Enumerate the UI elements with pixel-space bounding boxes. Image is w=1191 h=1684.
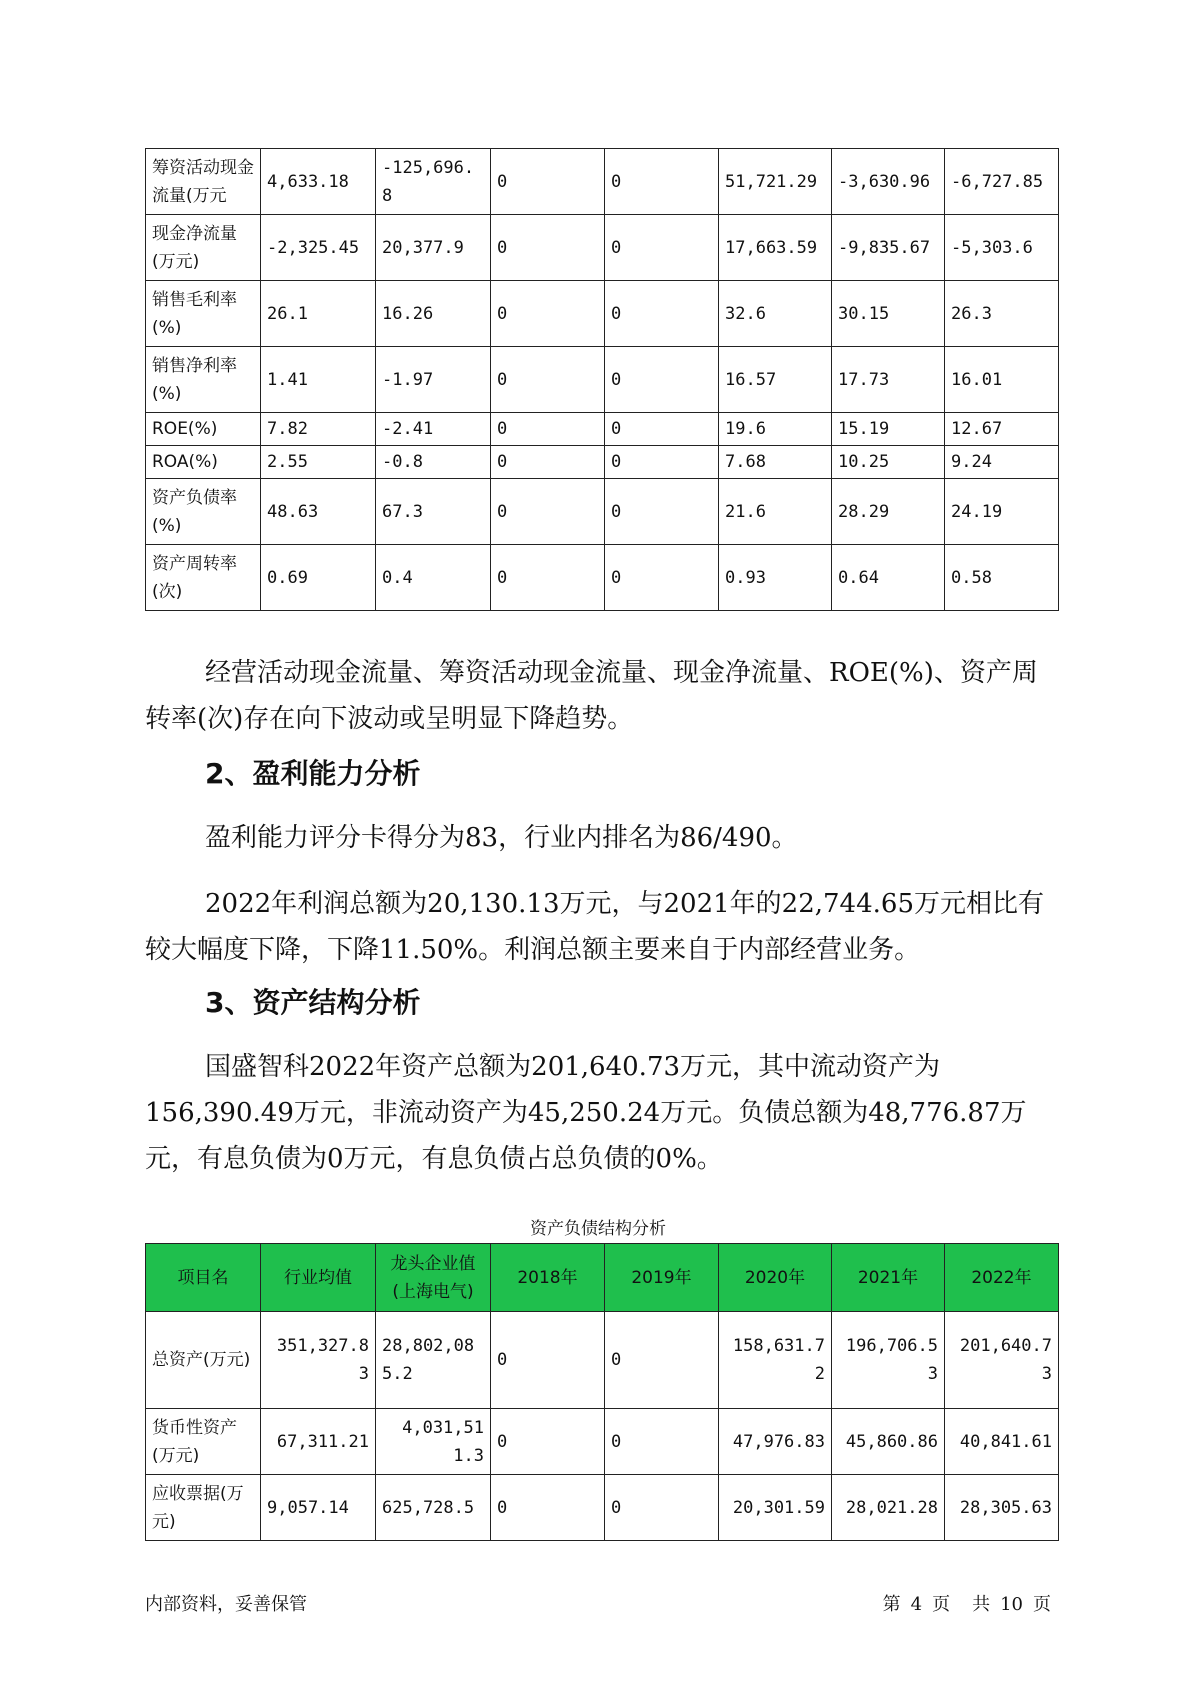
table-cell: 9,057.14: [261, 1475, 376, 1541]
table-cell: -2.41: [376, 413, 491, 446]
table-cell: 0: [605, 545, 719, 611]
table-cell: 47,976.83: [719, 1409, 832, 1475]
table-cell: 16.26: [376, 281, 491, 347]
column-header: 2020年: [719, 1244, 832, 1312]
page-unit: 页: [932, 1594, 951, 1615]
table-cell: 0: [491, 149, 605, 215]
table-cell: 67,311.21: [261, 1409, 376, 1475]
table-cell: 28,305.63: [945, 1475, 1059, 1541]
table-cell: 51,721.29: [719, 149, 832, 215]
trend-paragraph: 经营活动现金流量、筹资活动现金流量、现金净流量、ROE(%)、资产周转率(次)存在向下波动或呈明显下降趋势。: [145, 658, 1038, 734]
table-cell: 0: [491, 1475, 605, 1541]
table-row: [146, 479, 1059, 545]
table-cell: 0: [605, 347, 719, 413]
profit-score-paragraph: 盈利能力评分卡得分为83，行业内排名为86/490。: [205, 823, 798, 853]
table-row: [146, 1475, 1059, 1541]
table-cell: 0.4: [376, 545, 491, 611]
table-cell: 0: [491, 479, 605, 545]
table-row: [146, 413, 1059, 446]
column-header: 2018年: [491, 1244, 605, 1312]
table-caption: 资产负债结构分析: [530, 1219, 666, 1239]
row-label: 销售净利率(%): [146, 347, 261, 413]
column-header: 龙头企业值(上海电气): [376, 1244, 491, 1312]
table-cell: 7.68: [719, 446, 832, 479]
table-cell: 28,021.28: [832, 1475, 945, 1541]
table-row: [146, 1312, 1059, 1409]
balance-structure-table: [145, 1243, 1059, 1541]
table-cell: 7.82: [261, 413, 376, 446]
section-heading-asset: 3、资产结构分析: [205, 986, 421, 1019]
column-header: 行业均值: [261, 1244, 376, 1312]
table-row: [146, 347, 1059, 413]
row-label: 销售毛利率(%): [146, 281, 261, 347]
table-cell: 0: [605, 479, 719, 545]
table-cell: 0: [605, 413, 719, 446]
table-cell: 26.3: [945, 281, 1059, 347]
financial-ratio-table: [145, 148, 1059, 611]
table-cell: 0: [491, 545, 605, 611]
asset-detail-paragraph: 国盛智科2022年资产总额为201,640.73万元，其中流动资产为156,390.49万元，非流动资产为45,250.24万元。负债总额为48,776.87万元，有息负债为0万元，有息负债占总负债的0%。: [145, 1052, 1027, 1174]
total-unit: 页: [1033, 1594, 1051, 1615]
page-number: [873, 1590, 1051, 1616]
table-cell: 17,663.59: [719, 215, 832, 281]
row-label: ROE(%): [146, 413, 261, 446]
row-label: 资产负债率(%): [146, 479, 261, 545]
table-cell: 21.6: [719, 479, 832, 545]
table-cell: 17.73: [832, 347, 945, 413]
page-total: 10: [1000, 1594, 1023, 1615]
column-header: 2022年: [945, 1244, 1059, 1312]
table-cell: 0: [605, 1312, 719, 1409]
table-cell: 4,633.18: [261, 149, 376, 215]
table-cell: 16.01: [945, 347, 1059, 413]
table-cell: 0: [491, 413, 605, 446]
table-cell: 351,327.83: [261, 1312, 376, 1409]
table-row: [146, 281, 1059, 347]
table-cell: 0: [605, 215, 719, 281]
table-cell: 45,860.86: [832, 1409, 945, 1475]
table-cell: 196,706.53: [832, 1312, 945, 1409]
table-cell: -3,630.96: [832, 149, 945, 215]
footer-confidential-note: 内部资料，妥善保管: [145, 1594, 307, 1615]
table-cell: -5,303.6: [945, 215, 1059, 281]
column-header: 2021年: [832, 1244, 945, 1312]
table-cell: 0: [491, 281, 605, 347]
table-cell: 26.1: [261, 281, 376, 347]
table-cell: 0: [605, 1475, 719, 1541]
column-header: 项目名: [146, 1244, 261, 1312]
row-label: 货币性资产(万元): [146, 1409, 261, 1475]
page-current: 4: [910, 1594, 923, 1615]
table-cell: 0: [491, 215, 605, 281]
table-cell: 0: [491, 1312, 605, 1409]
row-label: 现金净流量(万元): [146, 215, 261, 281]
table-cell: -0.8: [376, 446, 491, 479]
row-label: 筹资活动现金流量(万元: [146, 149, 261, 215]
total-prefix: 共: [972, 1594, 991, 1615]
table-cell: 0.64: [832, 545, 945, 611]
table-cell: 1.41: [261, 347, 376, 413]
table-cell: 24.19: [945, 479, 1059, 545]
table-cell: 67.3: [376, 479, 491, 545]
table-row: [146, 446, 1059, 479]
table-row: [146, 545, 1059, 611]
table-cell: 30.15: [832, 281, 945, 347]
table-header-row: [146, 1244, 1059, 1312]
table-cell: -1.97: [376, 347, 491, 413]
table-cell: 20,377.9: [376, 215, 491, 281]
table-cell: 0: [491, 347, 605, 413]
table-cell: 40,841.61: [945, 1409, 1059, 1475]
table-cell: 201,640.73: [945, 1312, 1059, 1409]
table-cell: 20,301.59: [719, 1475, 832, 1541]
table-cell: -9,835.67: [832, 215, 945, 281]
table-cell: 625,728.5: [376, 1475, 491, 1541]
profit-detail-paragraph: 2022年利润总额为20,130.13万元，与2021年的22,744.65万元相比有较大幅度下降，下降11.50%。利润总额主要来自于内部经营业务。: [145, 889, 1044, 965]
row-label: 总资产(万元): [146, 1312, 261, 1409]
table-cell: 4,031,511.3: [376, 1409, 491, 1475]
table-cell: 9.24: [945, 446, 1059, 479]
table-cell: -125,696.8: [376, 149, 491, 215]
row-label: 资产周转率(次): [146, 545, 261, 611]
page-prefix: 第: [882, 1594, 901, 1615]
table-cell: 2.55: [261, 446, 376, 479]
table-cell: 0: [605, 1409, 719, 1475]
table-cell: 0.93: [719, 545, 832, 611]
table-cell: 158,631.72: [719, 1312, 832, 1409]
table-cell: 32.6: [719, 281, 832, 347]
section-heading-profit: 2、盈利能力分析: [205, 757, 421, 790]
table-cell: 10.25: [832, 446, 945, 479]
table-cell: 48.63: [261, 479, 376, 545]
table-cell: 0.58: [945, 545, 1059, 611]
table-cell: 0: [491, 446, 605, 479]
table-cell: 28,802,085.2: [376, 1312, 491, 1409]
table-cell: 19.6: [719, 413, 832, 446]
column-header: 2019年: [605, 1244, 719, 1312]
table-cell: 16.57: [719, 347, 832, 413]
table-cell: 0: [491, 1409, 605, 1475]
table-row: [146, 1409, 1059, 1475]
table-cell: -2,325.45: [261, 215, 376, 281]
table-cell: 0: [605, 149, 719, 215]
table-row: [146, 215, 1059, 281]
table-cell: 15.19: [832, 413, 945, 446]
table-cell: 0: [605, 281, 719, 347]
row-label: 应收票据(万元): [146, 1475, 261, 1541]
row-label: ROA(%): [146, 446, 261, 479]
table-cell: 12.67: [945, 413, 1059, 446]
table-cell: -6,727.85: [945, 149, 1059, 215]
table-cell: 0: [605, 446, 719, 479]
table-cell: 28.29: [832, 479, 945, 545]
table-cell: 0.69: [261, 545, 376, 611]
table-row: [146, 149, 1059, 215]
